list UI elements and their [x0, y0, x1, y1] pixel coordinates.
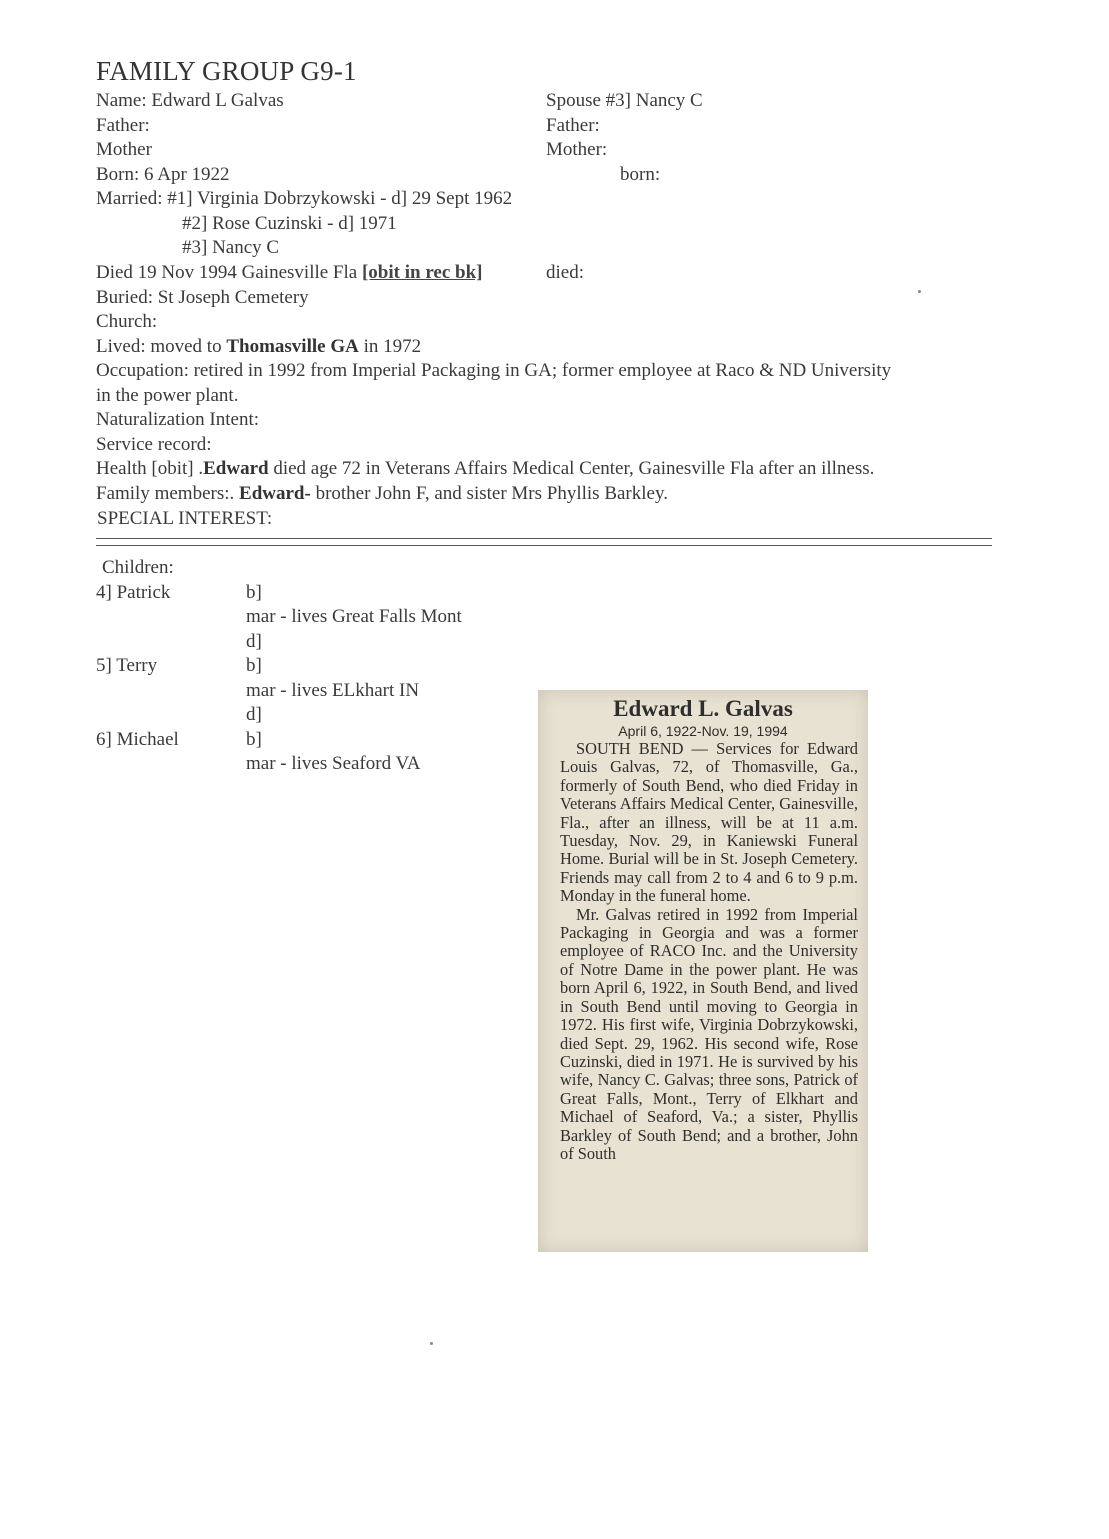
obituary-dates: April 6, 1922-Nov. 19, 1994 [618, 723, 788, 739]
buried-field: Buried: St Joseph Cemetery [96, 287, 309, 308]
married-field-3: #3] Nancy C [182, 237, 280, 258]
child-died: d] [246, 631, 262, 652]
occupation-field-2: in the power plant. [96, 385, 239, 406]
section-divider [96, 538, 992, 546]
born-field: Born: 6 Apr 1922 [96, 164, 230, 185]
married-field-1: Married: #1] Virginia Dobrzykowski - d] 29 Sept 1962 [96, 188, 513, 209]
obit-reference: [obit in rec bk] [361, 262, 483, 283]
lived-place: Thomasville GA [226, 336, 359, 357]
spouse-born-field: born: [620, 164, 661, 185]
scan-speck [918, 290, 921, 293]
page-title: FAMILY GROUP G9-1 [96, 56, 357, 86]
children-label: Children: [102, 557, 174, 578]
child-married: mar - lives Great Falls Mont [246, 606, 462, 627]
died-text: Died 19 Nov 1994 Gainesville Fla [96, 262, 362, 283]
spouse-field: Spouse #3] Nancy C [546, 90, 703, 111]
spouse-father-field: Father: [546, 115, 600, 136]
child-name: 5] Terry [96, 655, 158, 676]
child-born: b] [246, 582, 262, 603]
lived-pre: Lived: moved to [96, 336, 227, 357]
occupation-field-1: Occupation: retired in 1992 from Imperial Packaging in GA; former employee at Raco & ND University [96, 360, 892, 381]
health-name: Edward [203, 458, 269, 479]
family-members-field [96, 483, 668, 505]
child-married: mar - lives ELkhart IN [246, 680, 420, 701]
church-field: Church: [96, 311, 158, 332]
obituary-clipping [538, 690, 868, 1252]
health-field [96, 458, 874, 480]
child-name: 4] Patrick [96, 582, 171, 603]
naturalization-field: Naturalization Intent: [96, 409, 260, 430]
lived-field [96, 336, 421, 358]
married-field-2: #2] Rose Cuzinski - d] 1971 [182, 213, 397, 234]
family-post: brother John F, and sister Mrs Phyllis Barkley. [310, 483, 668, 504]
health-post: died age 72 in Veterans Affairs Medical Center, Gainesville Fla after an illness. [268, 458, 875, 479]
child-died: d] [246, 704, 262, 725]
child-married: mar - lives Seaford VA [246, 753, 421, 774]
mother-field: Mother [96, 139, 152, 160]
special-interest-field: SPECIAL INTEREST: [97, 508, 273, 529]
spouse-died-field: died: [546, 262, 584, 283]
father-field: Father: [96, 115, 150, 136]
scan-speck [430, 1342, 433, 1345]
obituary-body [560, 740, 858, 1163]
lived-post: in 1972 [358, 336, 422, 357]
died-field [96, 262, 482, 284]
obituary-paragraph: Mr. Galvas retired in 1992 from Imperial Packaging in Georgia and was a former employee of RACO Inc. and the University of Notre Dame in the power plant. He was born April 6, 1922, in South Bend, and lived in South Bend until moving to Georgia in 1972. His first wife, Virginia Dobrzykowski, died Sept. 29, 1962. His second wife, Rose Cuzinski, died in 1971. He is survived by his wife, Nancy C. Galvas; three sons, Patrick of Great Falls, Mont., Terry of Elkhart and Michael of Seaford, Va.; a sister, Phyllis Barkley of South Bend; and a brother, John of South [560, 904, 858, 1163]
family-name: Edward- [239, 483, 311, 504]
child-name: 6] Michael [96, 729, 179, 750]
child-born: b] [246, 655, 262, 676]
child-born: b] [246, 729, 262, 750]
name-field: Name: Edward L Galvas [96, 90, 284, 111]
obituary-name: Edward L. Galvas [613, 696, 793, 721]
spouse-mother-field: Mother: [546, 139, 608, 160]
health-pre: Health [obit] . [96, 458, 204, 479]
obituary-paragraph: SOUTH BEND — Services for Edward Louis Galvas, 72, of Thomasville, Ga., formerly of South Bend, who died Friday in Veterans Affairs Medical Center, Gainesville, Fla., after an illness, will be at 11 a.m. Tuesday, Nov. 29, in Kaniewski Funeral Home. Burial will be in St. Joseph Cemetery. Friends may call from 2 to 4 and 6 to 9 p.m. Monday in the funeral home. [560, 739, 858, 906]
service-field: Service record: [96, 434, 212, 455]
family-pre: Family members:. [96, 483, 240, 504]
